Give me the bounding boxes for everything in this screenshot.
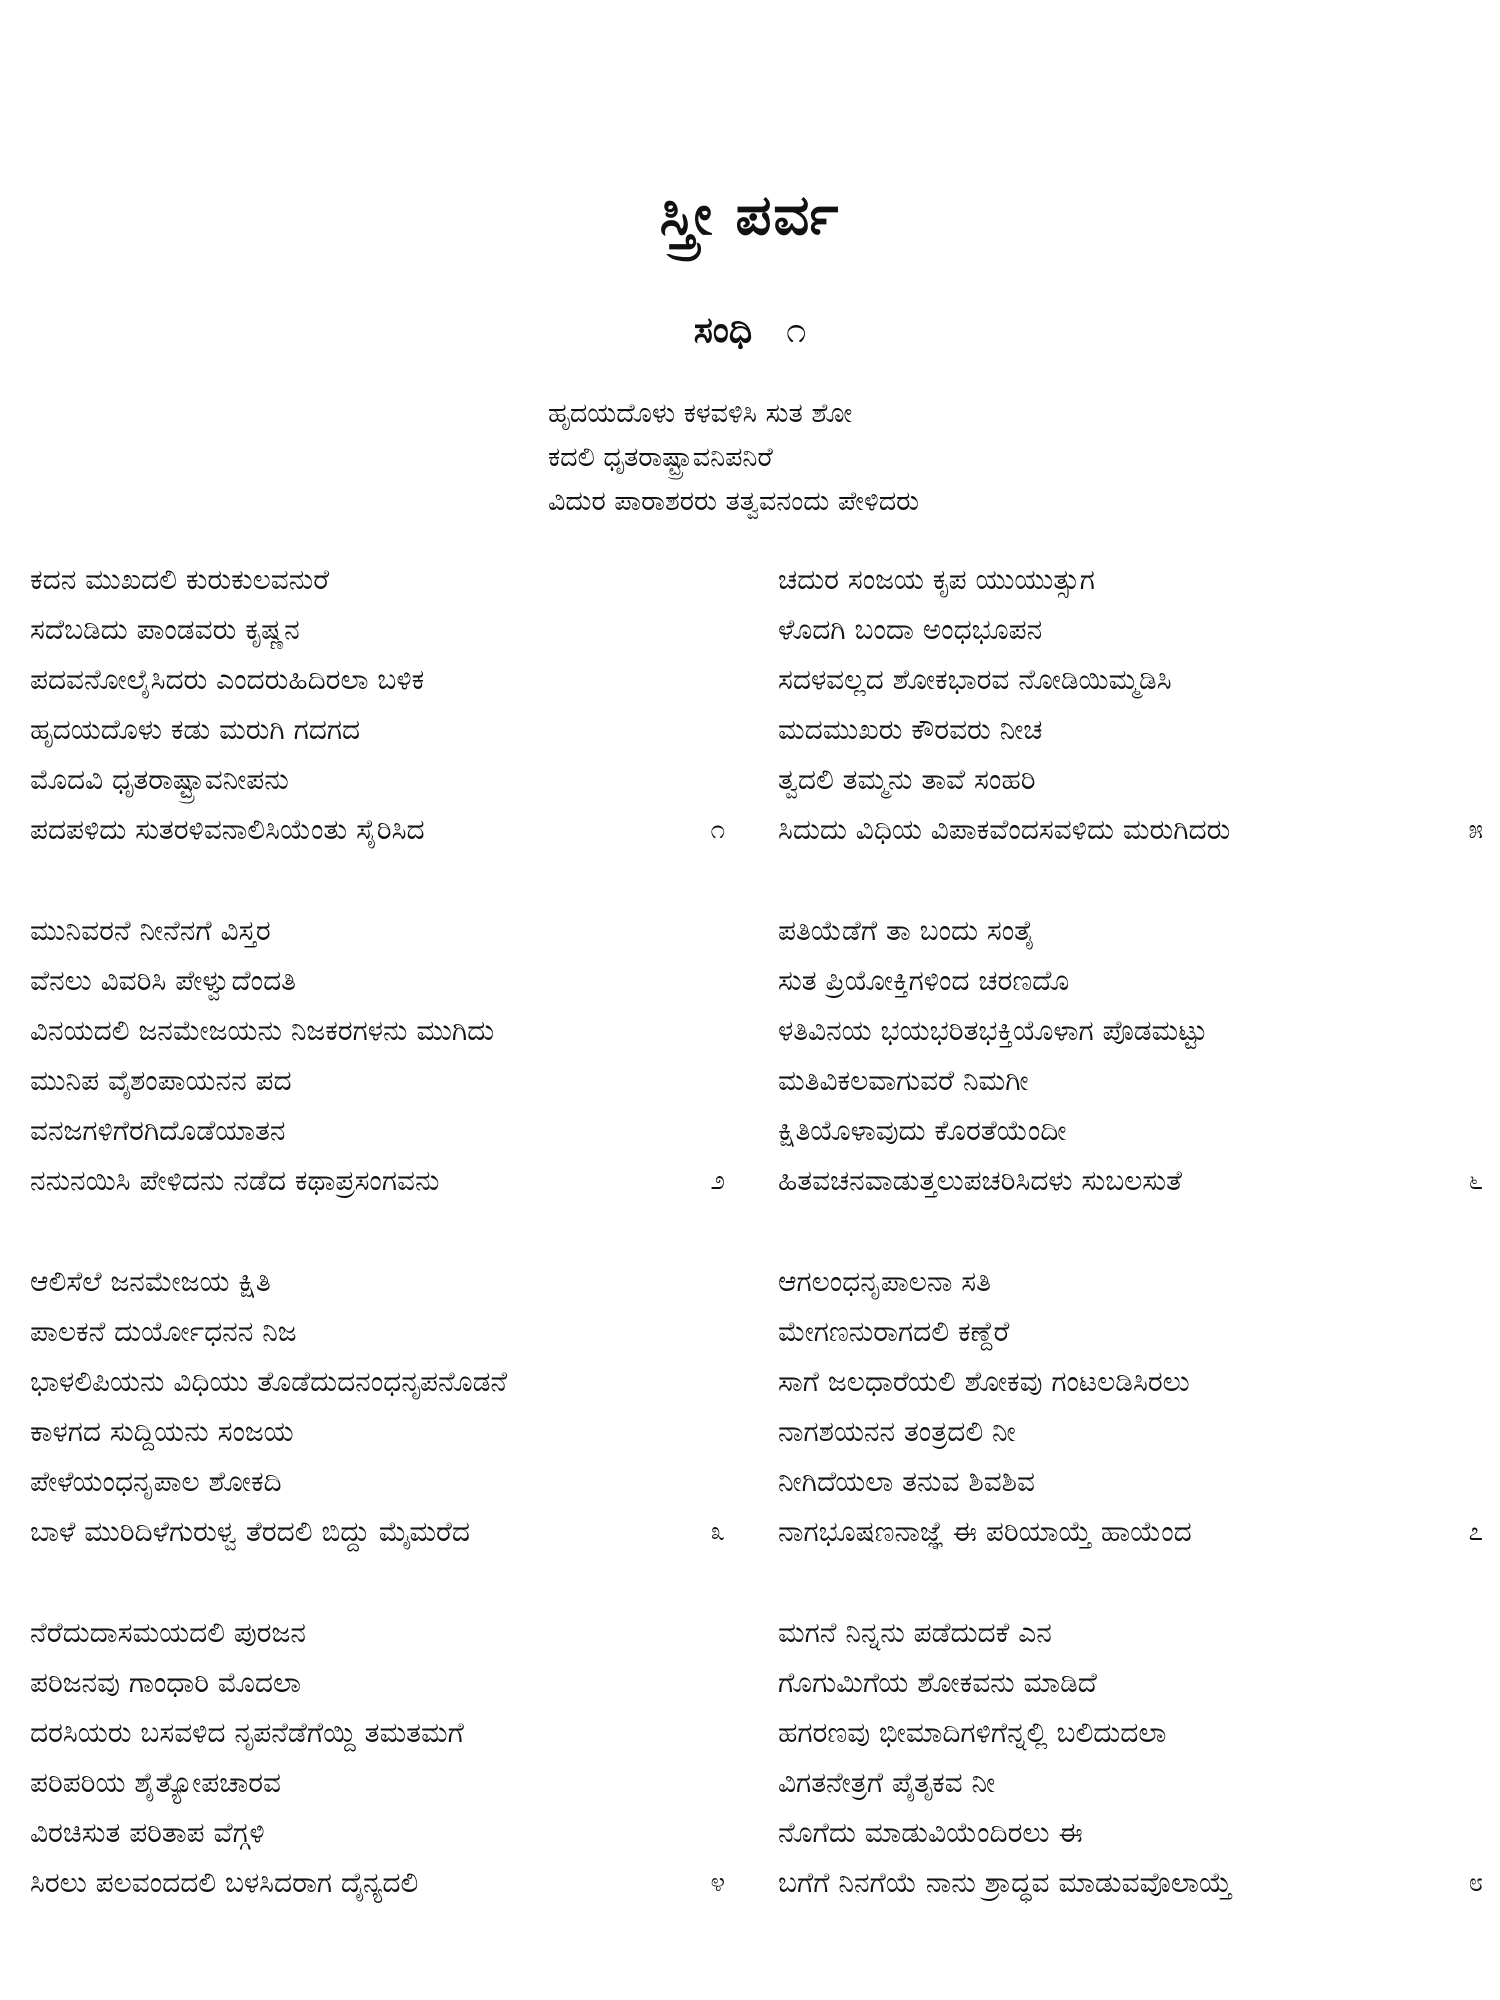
verse-line: ನನುನಯಿಸಿ ಪೇಳಿದನು ನಡೆದ ಕಥಾಪ್ರಸಂಗವನು — [30, 1164, 440, 1197]
section-heading — [0, 310, 1500, 351]
verse-line: ಸದೆಬಡಿದು ಪಾಂಡವರು ಕೃಷ್ಣನ — [30, 613, 300, 646]
verse-line: ನೀಗಿದೆಯಲಾ ತನುವ ಶಿವಶಿವ — [778, 1465, 1036, 1498]
verse-line: ಪದವನೋಲೈಸಿದರು ಎಂದರುಹಿದಿರಲಾ ಬಳಿಕ — [30, 663, 425, 696]
page-title: ಸ್ತ್ರೀ ಪರ್ವ — [659, 183, 841, 248]
stanza-number: ೧ — [710, 815, 725, 845]
verse-line: ಮದಮುಖರು ಕೌರವರು ನೀಚ — [778, 713, 1043, 746]
verse-line: ಮುನಿವರನೆ ನೀನೆನಗೆ ವಿಸ್ತರ — [30, 914, 271, 947]
stanza — [30, 1257, 725, 1557]
verse-line: ವಿರಚಿಸುತ ಪರಿತಾಪ ವೆಗ್ಗಳಿ — [30, 1816, 265, 1849]
stanza — [778, 555, 1483, 855]
verse-line: ಪದಪಳಿದು ಸುತರಳಿವನಾಲಿಸಿಯೆಂತು ಸೈರಿಸಿದ — [30, 813, 425, 846]
left-column — [30, 555, 725, 1959]
verse-line: ಆಲಿಸೆಲೆ ಜನಮೇಜಯ ಕ್ಷಿತಿ — [30, 1265, 271, 1298]
stanza — [778, 1608, 1483, 1908]
stanza-number: ೬ — [1468, 1166, 1483, 1196]
verse-line: ಆಗಲಂಧನೃಪಾಲನಾ ಸತಿ — [778, 1265, 991, 1298]
verse-line: ನಾಗಭೂಷಣನಾಜ್ಞೆ ಈ ಪರಿಯಾಯ್ತೆ ಹಾಯೆಂದ — [778, 1515, 1192, 1548]
summary-line: ಹೃದಯದೊಳು ಕಳವಳಿಸಿ ಸುತ ಶೋ — [548, 398, 853, 429]
verse-line: ಬಗೆಗೆ ನಿನಗೆಯೆ ನಾನು ಶ್ರಾದ್ಧವ ಮಾಡುವವೊಲಾಯ್ತೆ — [778, 1866, 1233, 1899]
summary-line: ಕದಲಿ ಧೃತರಾಷ್ಟ್ರಾವನಿಪನಿರೆ — [548, 442, 773, 473]
verse-line: ಮೊದವಿ ಧೃತರಾಷ್ಟ್ರಾವನೀಪನು — [30, 763, 289, 796]
stanza-number: ೨ — [710, 1166, 725, 1196]
verse-line: ತ್ವದಲಿ ತಮ್ಮನು ತಾವೆ ಸಂಹರಿ — [778, 763, 1036, 796]
stanza — [30, 906, 725, 1206]
summary-line: ವಿದುರ ಪಾರಾಶರರು ತತ್ವವನಂದು ಪೇಳಿದರು — [548, 486, 920, 517]
verse-line: ವನಜಗಳಿಗೆರಗಿದೊಡೆಯಾತನ — [30, 1114, 286, 1147]
verse-line: ಮಗನೆ ನಿನ್ನನು ಪಡೆದುದಕೆ ಎನ — [778, 1616, 1052, 1649]
verse-line: ಪರಿಜನವು ಗಾಂಧಾರಿ ಮೊದಲಾ — [30, 1666, 302, 1699]
verse-line: ಳೊದಗಿ ಬಂದಾ ಅಂಧಭೂಪನ — [778, 613, 1043, 646]
verse-line: ಪರಿಪರಿಯ ಶೈತ್ಯೋಪಚಾರವ — [30, 1766, 282, 1799]
stanza-number: ೩ — [710, 1517, 725, 1547]
sandhi-label: ಸಂಧಿ — [693, 310, 753, 351]
verse-line: ಭಾಳಲಿಪಿಯನು ವಿಧಿಯು ತೊಡೆದುದನಂಧನೃಪನೊಡನೆ — [30, 1365, 508, 1398]
verse-line: ಕ್ಷಿತಿಯೊಳಾವುದು ಕೊರತೆಯೆಂದೀ — [778, 1114, 1067, 1147]
stanza-number: ೪ — [710, 1868, 725, 1898]
verse-line: ದರಸಿಯರು ಬಸವಳಿದ ನೃಪನೆಡೆಗೆಯ್ದಿ ತಮತಮಗೆ — [30, 1716, 464, 1749]
verse-line: ವಿಗತನೇತ್ರಗೆ ಪೈತೃಕವ ನೀ — [778, 1766, 996, 1799]
stanza-number: ೫ — [1468, 815, 1483, 845]
verse-line: ಸಿದುದು ವಿಧಿಯ ವಿಪಾಕವೆಂದಸವಳಿದು ಮರುಗಿದರು — [778, 813, 1231, 846]
verse-line: ಪತಿಯೆಡೆಗೆ ತಾ ಬಂದು ಸಂತೈ — [778, 914, 1035, 947]
verse-line: ಕದನ ಮುಖದಲಿ ಕುರುಕುಲವನುರೆ — [30, 563, 330, 596]
verse-line: ಳತಿವಿನಯ ಭಯಭರಿತಭಕ್ತಿಯೊಳಾಗ ಪೊಡಮಟ್ಟು — [778, 1014, 1208, 1047]
right-column — [778, 555, 1483, 1959]
summary-verse — [548, 392, 1248, 524]
verse-line: ಸದಳವಲ್ಲದ ಶೋಕಭಾರವ ನೋಡಿಯಿಮ್ಮಡಿಸಿ — [778, 663, 1172, 696]
verse-line: ಮುನಿಪ ವೈಶಂಪಾಯನನ ಪದ — [30, 1064, 292, 1097]
stanza-number: ೮ — [1468, 1868, 1483, 1898]
stanza — [778, 906, 1483, 1206]
sandhi-number: ೧ — [786, 310, 807, 351]
verse-line: ಗೊಗುಮಿಗೆಯ ಶೋಕವನು ಮಾಡಿದೆ — [778, 1666, 1097, 1699]
verse-line: ವೆನಲು ವಿವರಿಸಿ ಪೇಳ್ವುದೆಂದತಿ — [30, 964, 296, 997]
verse-line: ಬಾಳೆ ಮುರಿದಿಳೆಗುರುಳ್ವ ತೆರದಲಿ ಬಿದ್ದು ಮೈಮರೆದ — [30, 1515, 471, 1548]
verse-line: ಕಾಳಗದ ಸುದ್ದಿಯನು ಸಂಜಯ — [30, 1415, 294, 1448]
stanza — [30, 555, 725, 855]
verse-line: ಸಾಗೆ ಜಲಧಾರೆಯಲಿ ಶೋಕವು ಗಂಟಲಡಿಸಿರಲು — [778, 1365, 1190, 1398]
verse-line: ಸಿರಲು ಪಲವಂದದಲಿ ಬಳಸಿದರಾಗ ದೈನ್ಯದಲಿ — [30, 1866, 419, 1899]
verse-line: ಪೇಳೆಯಂಧನೃಪಾಲ ಶೋಕದಿ — [30, 1465, 282, 1498]
stanza — [778, 1257, 1483, 1557]
stanza — [30, 1608, 725, 1908]
verse-line: ಚದುರ ಸಂಜಯ ಕೃಪ ಯುಯುತ್ಸುಗ — [778, 563, 1095, 596]
verse-line: ಮತಿವಿಕಲವಾಗುವರೆ ನಿಮಗೀ — [778, 1064, 1029, 1097]
verse-line: ನೆರೆದುದಾಸಮಯದಲಿ ಪುರಜನ — [30, 1616, 306, 1649]
verse-line: ಮೇಗಣನುರಾಗದಲಿ ಕಣ್ದೆರೆ — [778, 1315, 1010, 1348]
verse-line: ನಾಗಶಯನನ ತಂತ್ರದಲಿ ನೀ — [778, 1415, 1016, 1448]
verse-line: ಸುತ ಪ್ರಿಯೋಕ್ತಿಗಳಿಂದ ಚರಣದೊ — [778, 964, 1070, 997]
verse-line: ಪಾಲಕನೆ ದುರ್ಯೋಧನನ ನಿಜ — [30, 1315, 297, 1348]
verse-line: ಹಿತವಚನವಾಡುತ್ತಲುಪಚರಿಸಿದಳು ಸುಬಲಸುತೆ — [778, 1164, 1183, 1197]
verse-line: ವಿನಯದಲಿ ಜನಮೇಜಯನು ನಿಜಕರಗಳನು ಮುಗಿದು — [30, 1014, 495, 1047]
verse-line: ನೊಗೆದು ಮಾಡುವಿಯೆಂದಿರಲು ಈ — [778, 1816, 1083, 1849]
verse-line: ಹಗರಣವು ಭೀಮಾದಿಗಳಿಗೆನ್ನಲ್ಲಿ ಬಲಿದುದಲಾ — [778, 1716, 1167, 1749]
stanza-number: ೭ — [1468, 1517, 1483, 1547]
verse-line: ಹೃದಯದೊಳು ಕಡು ಮರುಗಿ ಗದಗದ — [30, 713, 361, 746]
